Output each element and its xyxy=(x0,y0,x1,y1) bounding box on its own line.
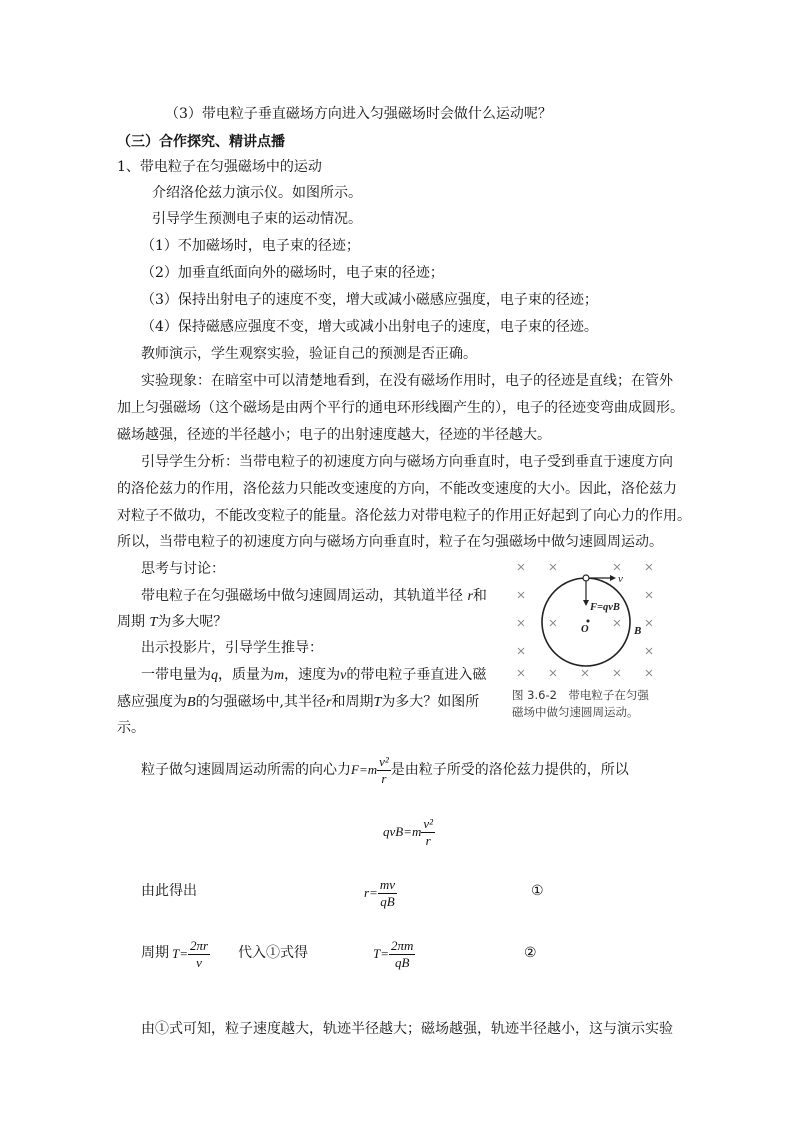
charged-particle xyxy=(583,575,589,581)
prediction-4: （4）保持磁感应强度不变，增大或减小出射电子的速度，电子束的径迹。 xyxy=(141,319,598,335)
experiment-line-3: 磁场越强，径迹的半径越小；电子的出射速度越大，径迹的半径越大。 xyxy=(117,427,551,443)
period-equation: T= $\frac{2\pi r}{v}$ xyxy=(172,937,209,970)
figure-caption-line-1: 图 3.6-2 带电粒子在匀强 xyxy=(512,688,649,702)
question-line-2: 周期 T为多大呢？ xyxy=(117,614,228,630)
experiment-line-1: 实验现象：在暗室中可以清楚地看到，在没有磁场作用时，电子的径迹是直线；在管外 xyxy=(141,373,673,389)
center-point xyxy=(587,620,590,623)
figure-caption-line-2: 磁场中做匀速圆周运动。 xyxy=(512,705,639,719)
prediction-3: （3）保持出射电子的速度不变，增大或减小磁感应强度，电子束的径迹； xyxy=(141,292,598,308)
slide-line: 出示投影片，引导学生推导： xyxy=(141,640,323,656)
derivation-line-2: 感应强度为B的匀强磁场中,其半径r和周期T为多大？如图所 xyxy=(117,694,480,710)
derivation-line-3: 示。 xyxy=(117,720,145,736)
intro-line-2: 引导学生预测电子束的运动情况。 xyxy=(152,211,362,227)
velocity-label: v xyxy=(618,573,623,585)
prediction-1: （1）不加磁场时，电子束的径迹； xyxy=(141,238,360,254)
teacher-demo: 教师演示，学生观察实验，验证自己的预测是否正确。 xyxy=(141,346,477,362)
analysis-line-3: 对粒子不做功，不能改变粒子的能量。洛伦兹力对带电粒子的作用正好起到了向心力的作用。 xyxy=(117,508,691,524)
figure-circular-motion xyxy=(508,558,678,733)
period-result-equation: T= $\frac{2\pi m}{qB}$ xyxy=(373,937,414,970)
analysis-line-4: 所以，当带电粒子的初速度方向与磁场方向垂直时，粒子在匀强磁场中做匀速圆周运动。 xyxy=(117,534,663,550)
derive-label: 由此得出 xyxy=(141,883,197,899)
experiment-line-2: 加上匀强磁场（这个磁场是由两个平行的通电环形线圈产生的），电子的径迹变弯曲成圆形。 xyxy=(117,400,684,416)
analysis-line-1: 引导学生分析：当带电粒子的初速度方向与磁场方向垂直时，电子受到垂直于速度方向 xyxy=(141,454,673,470)
magnetic-field-diagram xyxy=(508,558,678,683)
center-label: O xyxy=(581,624,589,635)
velocity-arrowhead xyxy=(610,575,616,581)
centripetal-force-line: 粒子做匀速圆周运动所需的向心力 F=m $\frac{\text{v²}}{r}$ 是由粒子所受的洛伦兹力提供的，所以 xyxy=(141,753,629,786)
period-label: 周期 xyxy=(141,945,169,961)
field-label: B xyxy=(634,625,642,637)
section-heading: （三）合作探究、精讲点播 xyxy=(117,134,285,150)
force-label: F=qvB xyxy=(590,602,620,613)
conclusion-line: 由①式可知，粒子速度越大，轨迹半径越大；磁场越强，轨迹半径越小，这与演示实验 xyxy=(141,1021,673,1037)
question-line-1: 带电粒子在匀强磁场中做匀速圆周运动，其轨道半径 r和 xyxy=(141,588,487,604)
fraction-v2-over-r: $\frac{\text{v²}}{r}$ xyxy=(379,753,389,786)
item-heading: 1、带电粒子在匀强磁场中的运动 xyxy=(117,159,322,175)
equation-marker-2: ② xyxy=(524,945,537,961)
radius-equation: r= $\frac{mv}{qB}$ xyxy=(364,876,396,909)
force-arrowhead xyxy=(583,600,589,606)
equation-marker-1: ① xyxy=(531,883,544,899)
derivation-line-1: 一带电量为q，质量为m，速度为v的带电粒子垂直进入磁 xyxy=(141,667,487,683)
prediction-2: （2）加垂直纸面向外的磁场时，电子束的径迹； xyxy=(141,265,444,281)
substitute-label: 代入①式得 xyxy=(238,945,308,961)
force-balance-equation: qvB=m $\frac{\text{v²}}{r}$ xyxy=(383,815,434,848)
think-heading: 思考与讨论： xyxy=(141,561,225,577)
intro-line-1: 介绍洛伦兹力演示仪。如图所示。 xyxy=(152,185,362,201)
question-3: （3）带电粒子垂直磁场方向进入匀强磁场时会做什么运动呢？ xyxy=(165,106,552,122)
analysis-line-2: 的洛伦兹力的作用，洛伦兹力只能改变速度的方向，不能改变速度的大小。因此，洛伦兹力 xyxy=(117,481,677,497)
